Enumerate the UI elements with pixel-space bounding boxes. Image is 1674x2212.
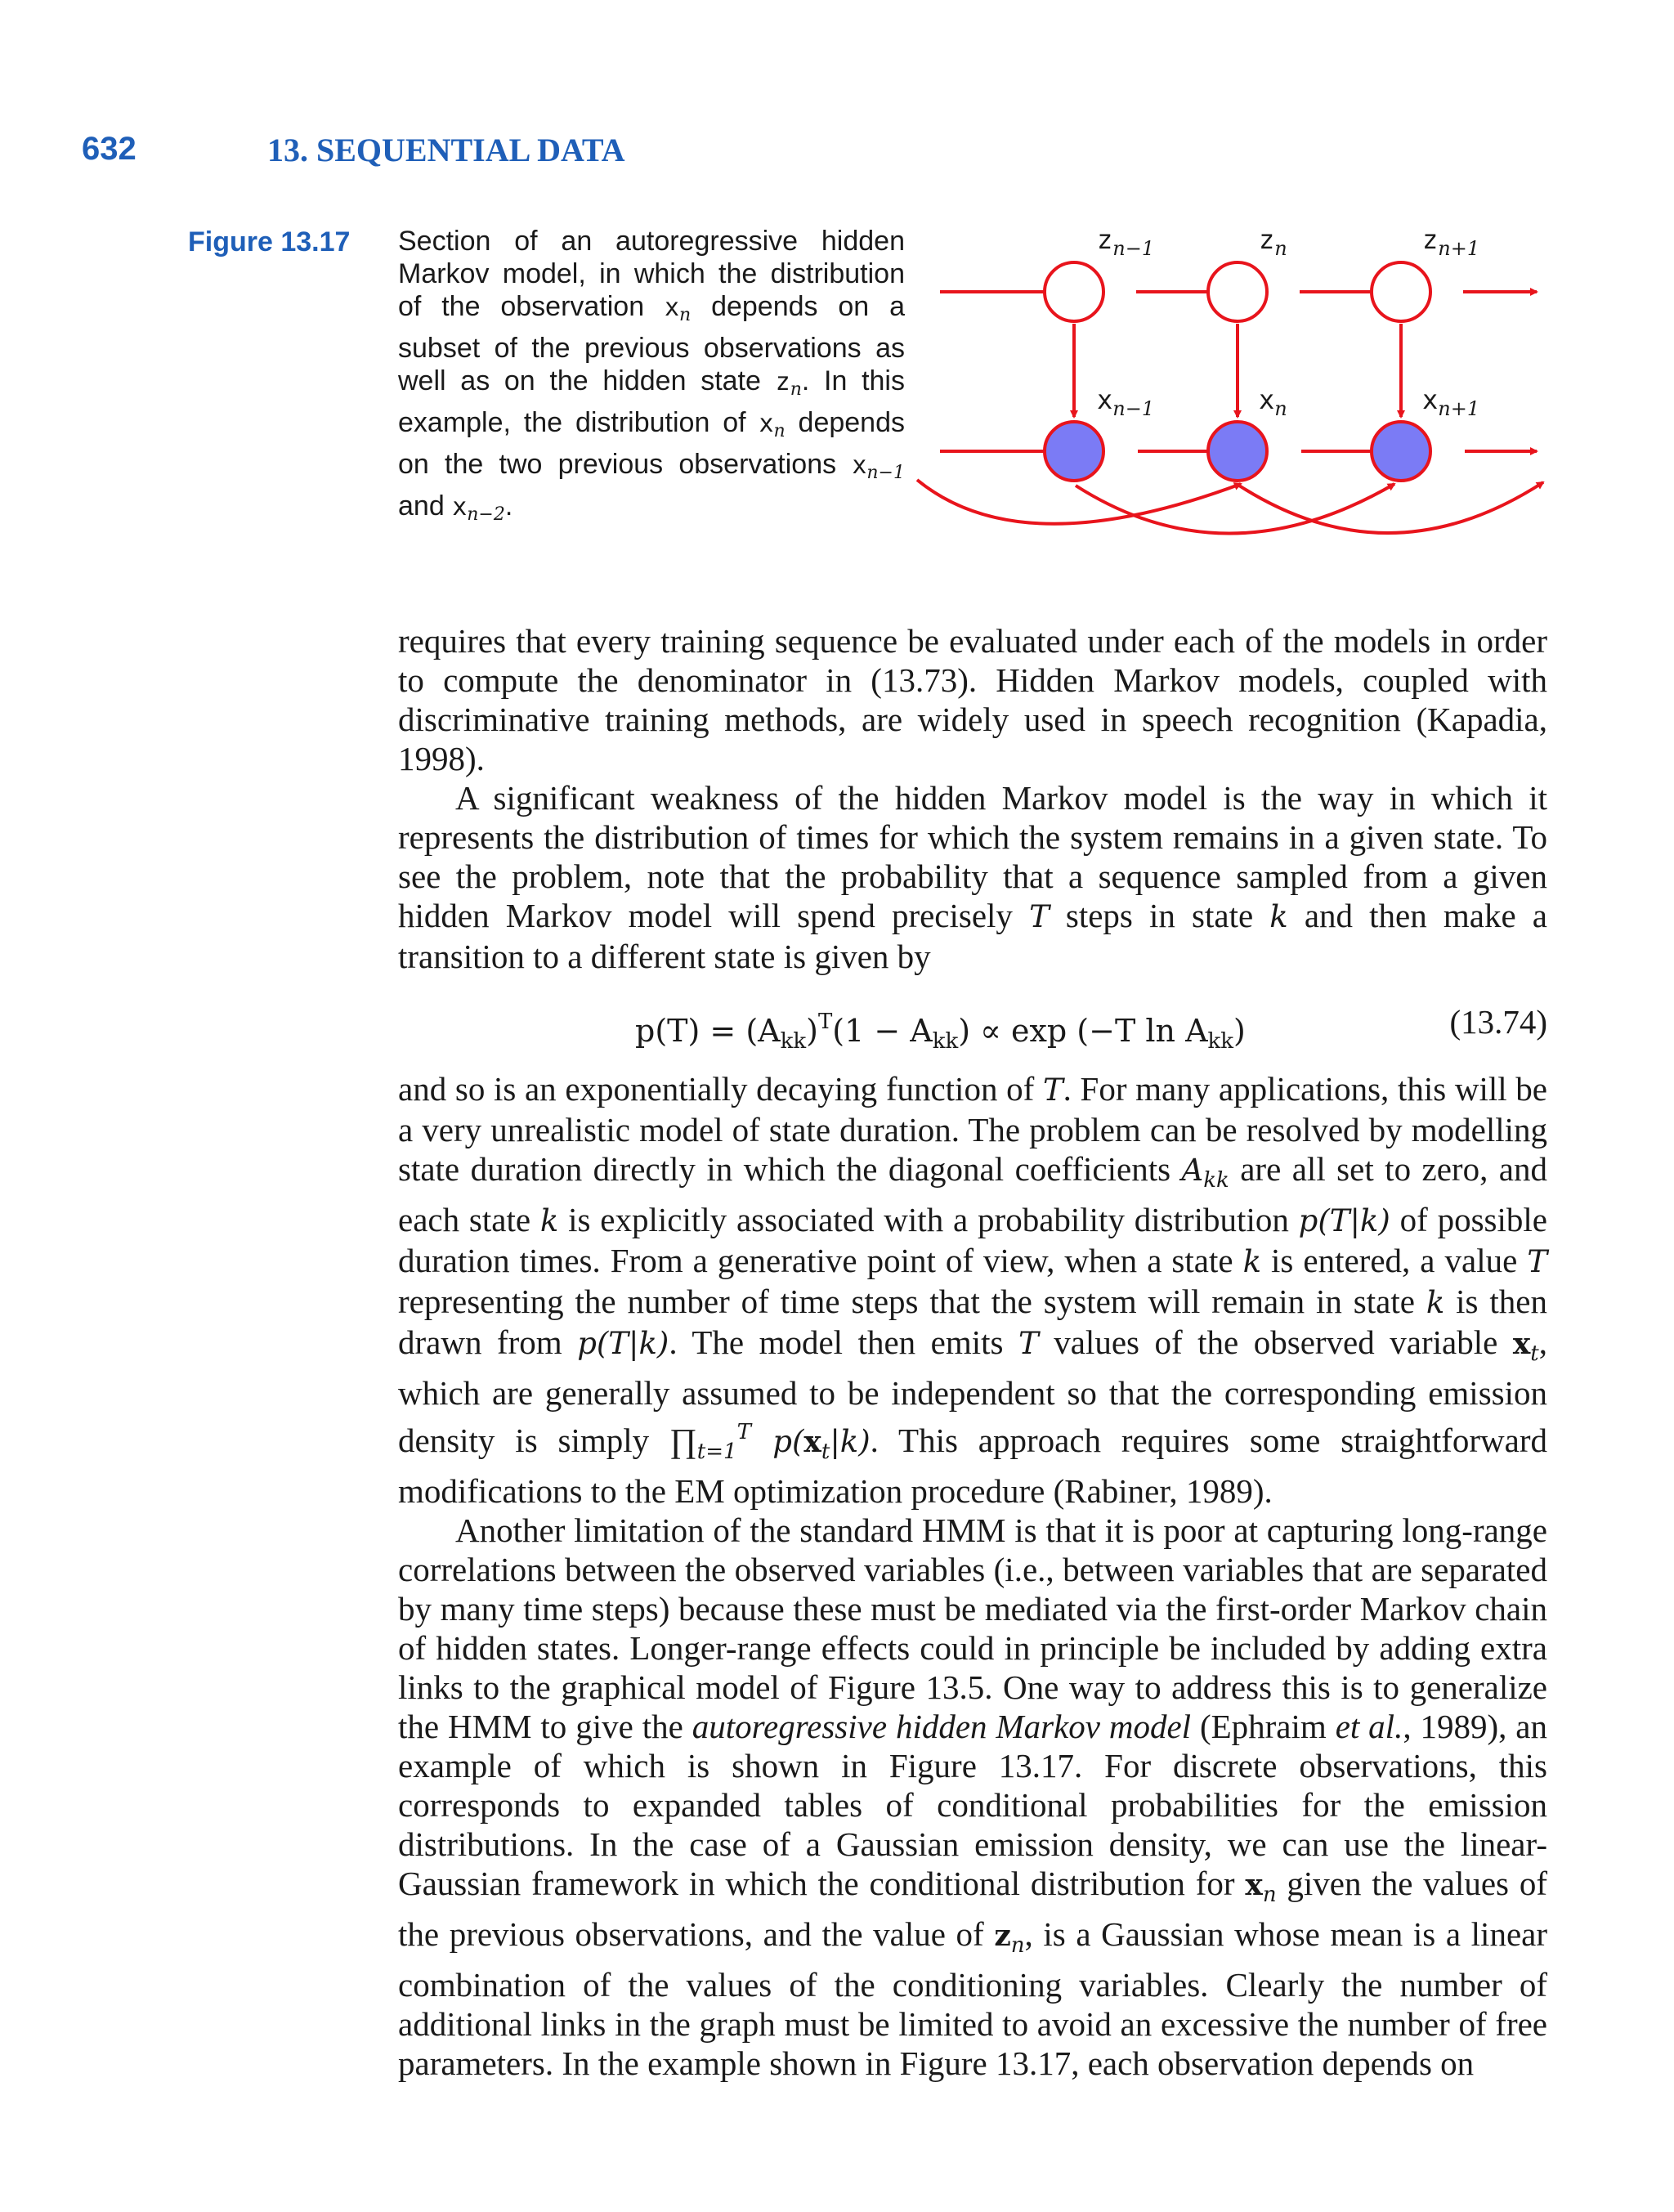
body-text (398, 621, 1547, 2083)
label-z-prev: $z_{n-1}$ (1097, 224, 1155, 260)
paragraph-4: Another limitation of the standard HMM is that it is poor at capturing long-range correlations between the observed variables (i.e., between variables that are separated by many time steps) because these must be mediated via the first-order Markov chain of hidden states. Longer-range effects could in principle be included by adding extra links to the graphical model of Figure 13.5. One way to address this is to generalize the HMM to give the autoregressive hidden Markov model (Ephraim et al., 1989), an example of which is shown in Figure 13.17. For discrete observations, this corresponds to expanded tables of conditional probabilities for the emission distributions. In the case of a Gaussian emission density, we can use the linear-Gaussian framework in which the conditional distribution for xn given the values of the previous observations, and the value of zn, is a Gaussian whose mean is a linear combination of the values of the conditioning variables. Clearly the number of additional links in the graph must be limited to avoid an excessive the number of free parameters. In the example shown in Figure 13.17, each observation depends on (398, 1511, 1547, 2082)
label-z-current: $z_n$ (1259, 224, 1287, 260)
equation-body: $p(T) = (A_{kk})^T(1 - A_{kk}) \propto \exp (-T$ $\ln A_{kk}$) (635, 1010, 1246, 1054)
figure-label: Figure 13.17 (188, 226, 351, 257)
hidden-node-next (1372, 262, 1430, 321)
label-z-next: $z_{n+1}$ (1422, 224, 1480, 260)
observed-node-prev (1045, 422, 1103, 481)
paragraph-2: A significant weakness of the hidden Markov model is the way in which it represents the distribution of times for which the system remains in a given state. To see the problem, note that the probability that a sequence sampled from a given hidden Markov model will spend precisely T steps in state k and then make a transition to a different state is given by (398, 779, 1547, 975)
chapter-title: 13. SEQUENTIAL DATA (267, 132, 625, 168)
figure-caption: Section of an autoregressive hidden Markov model, in which the distribution of the observation $x_n$ depends on a subset of the previous observations as well as on the hidden state $z_n$. In this example, the distribution of $x_n$ depends on the two previous observations $x_{n-1}$ and $x_{n-2}$. (398, 226, 905, 525)
hidden-node-current (1208, 262, 1267, 321)
label-x-next: $x_{n+1}$ (1422, 384, 1480, 420)
observed-node-current (1208, 422, 1267, 481)
label-x-prev: $x_{n-1}$ (1097, 384, 1155, 420)
page-number: 632 (82, 131, 137, 167)
hidden-node-prev (1045, 262, 1103, 321)
skip-edges (917, 480, 1543, 534)
paragraph-1: requires that every training sequence be evaluated under each of the models in order to compute the denominator in (13.73). Hidden Markov models, coupled with discriminative training methods, are widely used in speech recognition (Kapadia, 1998). (398, 622, 1547, 777)
paragraph-3: and so is an exponentially decaying function of T. For many applications, this will be a very unrealistic model of state duration. The problem can be resolved by modelling state duration directly in which the diagonal coefficients Akk are all set to zero, and each state k is explicitly associated with a probability distribution p(T|k) of possible duration times. From a generative point of view, when a state k is entered, a value T representing the number of time steps that the system will remain in state k is then drawn from p(T|k). The model then emits T values of the observed variable xt, which are generally assumed to be independent so that the corresponding emission density is simply $\prod t=1^T$ p(xt|k). This approach requires some straightforward modifications to the EM optimization procedure (Rabiner, 1989). (398, 1070, 1548, 1510)
label-x-current: $x_n$ (1259, 384, 1287, 420)
equation-number: (13.74) (1449, 1003, 1547, 1041)
hmm-diagram (915, 214, 1569, 574)
observed-node-next (1372, 422, 1430, 481)
equation-13-74 (398, 984, 1547, 1063)
